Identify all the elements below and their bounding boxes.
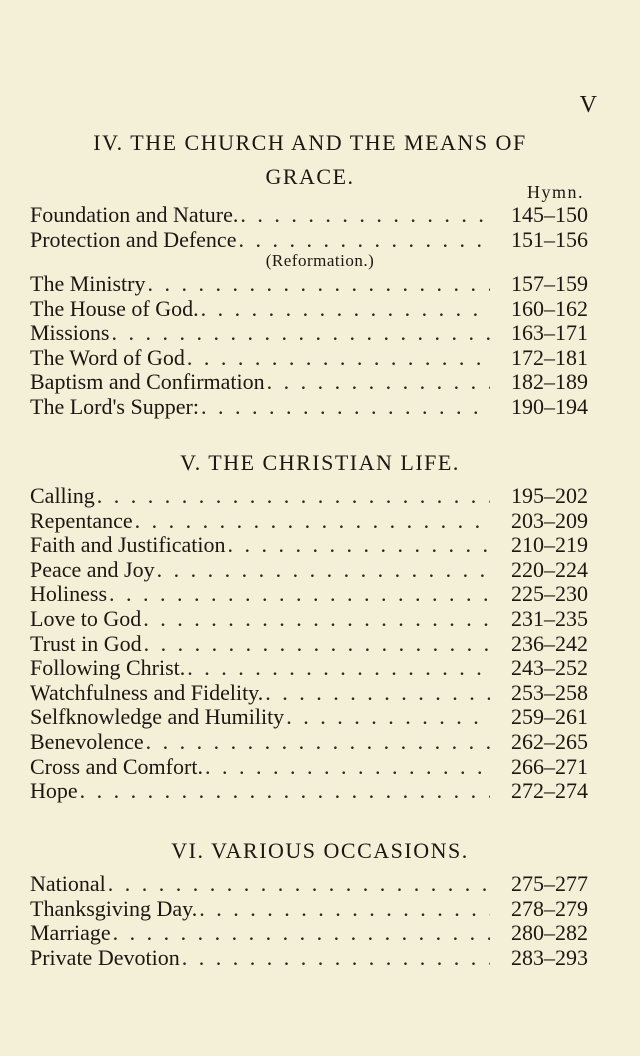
entries-christian-life <box>30 484 588 804</box>
list-item: Repentance . . . 203–209 <box>30 509 588 534</box>
list-item: Peace and Joy . . . 220–224 <box>30 558 588 583</box>
list-item: The Lord's Supper: . . . 190–194 <box>30 395 588 420</box>
list-item: National . . . 275–277 <box>30 872 588 897</box>
page-number: V <box>579 92 598 118</box>
list-item: Thanksgiving Day. . . . 278–279 <box>30 897 588 922</box>
list-item: Following Christ. . . . 243–252 <box>30 656 588 681</box>
list-item: Foundation and Nature. . . . 145–150 <box>30 203 588 228</box>
entries-church-cont <box>30 272 588 420</box>
list-item: Calling . . . 195–202 <box>30 484 588 509</box>
list-item: Benevolence . . . 262–265 <box>30 730 588 755</box>
section-title-church: IV. THE CHURCH AND THE MEANS OF GRACE. <box>93 130 527 189</box>
list-item: Watchfulness and Fidelity. . . . 253–258 <box>30 681 588 706</box>
list-item: Hope . . . 272–274 <box>30 779 588 804</box>
list-item: Cross and Comfort. . . . 266–271 <box>30 755 588 780</box>
entries-church <box>30 203 588 252</box>
list-item: Love to God . . . 231–235 <box>30 607 588 632</box>
list-item: Baptism and Confirmation . . . 182–189 <box>30 370 588 395</box>
list-item: Missions . . . 163–171 <box>30 321 588 346</box>
list-item: The Word of God . . . 172–181 <box>30 346 588 371</box>
list-item: Selfknowledge and Humility . . . 259–261 <box>30 705 588 730</box>
list-item: Holiness . . . 225–230 <box>30 582 588 607</box>
list-item: Protection and Defence . . . 151–156 <box>30 228 588 253</box>
list-item: Marriage . . . 280–282 <box>30 921 588 946</box>
list-item: The House of God. . . . 160–162 <box>30 297 588 322</box>
list-item: Faith and Justification . . . 210–219 <box>30 533 588 558</box>
list-item: The Ministry . . . 157–159 <box>30 272 588 297</box>
list-item: Trust in God . . . 236–242 <box>30 632 588 657</box>
section-title-various-occasions: VI. VARIOUS OCCASIONS. <box>171 838 469 863</box>
reformation-note: (Reformation.) <box>265 251 375 270</box>
entries-various-occasions <box>30 872 588 970</box>
section-title-christian-life: V. THE CHRISTIAN LIFE. <box>180 450 460 475</box>
list-item: Private Devotion . . . 283–293 <box>30 946 588 971</box>
hymn-column-label: Hymn. <box>527 182 584 202</box>
